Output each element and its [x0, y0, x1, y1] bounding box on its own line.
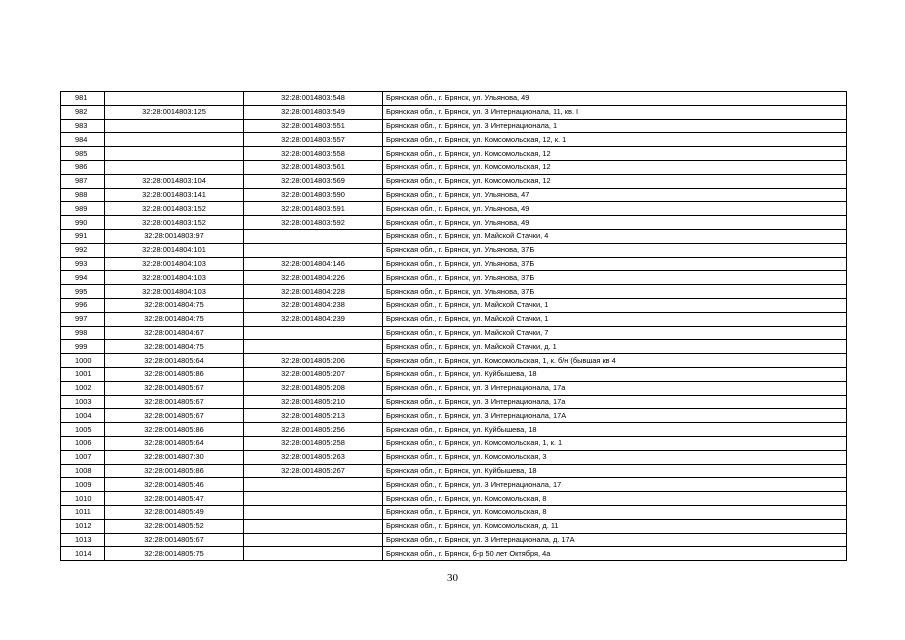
- address-cell: Брянская обл., г. Брянск, ул. Куйбышева, 18: [383, 367, 847, 381]
- cadastral-number-cell: 32:28:0014805:86: [105, 423, 244, 437]
- row-number-cell: 1008: [61, 464, 105, 478]
- table-row: [61, 478, 847, 492]
- cadastral-number-cell: 32:28:0014804:75: [105, 340, 244, 354]
- row-number-cell: 997: [61, 312, 105, 326]
- property-table: [60, 91, 847, 561]
- address-cell: Брянская обл., г. Брянск, ул. 3 Интернационала, 1: [383, 119, 847, 133]
- object-cadastral-number-cell: 32:28:0014804:146: [244, 257, 383, 271]
- cadastral-number-cell: [105, 133, 244, 147]
- table-row: [61, 285, 847, 299]
- object-cadastral-number-cell: 32:28:0014805:258: [244, 436, 383, 450]
- row-number-cell: 981: [61, 92, 105, 106]
- object-cadastral-number-cell: [244, 326, 383, 340]
- object-cadastral-number-cell: 32:28:0014805:267: [244, 464, 383, 478]
- address-cell: Брянская обл., г. Брянск, ул. 3 Интернационала, 17а: [383, 395, 847, 409]
- cadastral-number-cell: 32:28:0014805:52: [105, 519, 244, 533]
- address-cell: Брянская обл., г. Брянск, ул. Ульянова, 37Б: [383, 243, 847, 257]
- object-cadastral-number-cell: 32:28:0014803:549: [244, 105, 383, 119]
- address-cell: Брянская обл., г. Брянск, ул. Ульянова, 49: [383, 202, 847, 216]
- address-cell: Брянская обл., г. Брянск, ул. Куйбышева, 18: [383, 464, 847, 478]
- cadastral-number-cell: 32:28:0014805:86: [105, 464, 244, 478]
- address-cell: Брянская обл., г. Брянск, б-р 50 лет Октября, 4а: [383, 547, 847, 561]
- cadastral-number-cell: 32:28:0014803:152: [105, 202, 244, 216]
- cadastral-number-cell: 32:28:0014805:67: [105, 533, 244, 547]
- row-number-cell: 1000: [61, 354, 105, 368]
- row-number-cell: 983: [61, 119, 105, 133]
- row-number-cell: 1001: [61, 367, 105, 381]
- cadastral-number-cell: 32:28:0014804:75: [105, 312, 244, 326]
- row-number-cell: 998: [61, 326, 105, 340]
- cadastral-number-cell: 32:28:0014804:103: [105, 257, 244, 271]
- cadastral-number-cell: 32:28:0014803:125: [105, 105, 244, 119]
- row-number-cell: 1010: [61, 492, 105, 506]
- table-row: [61, 492, 847, 506]
- object-cadastral-number-cell: [244, 243, 383, 257]
- table-row: [61, 188, 847, 202]
- object-cadastral-number-cell: 32:28:0014803:557: [244, 133, 383, 147]
- row-number-cell: 994: [61, 271, 105, 285]
- object-cadastral-number-cell: 32:28:0014805:213: [244, 409, 383, 423]
- cadastral-number-cell: 32:28:0014807:30: [105, 450, 244, 464]
- address-cell: Брянская обл., г. Брянск, ул. Ульянова, 37Б: [383, 257, 847, 271]
- table-row: [61, 312, 847, 326]
- object-cadastral-number-cell: [244, 492, 383, 506]
- address-cell: Брянская обл., г. Брянск, ул. Майской Стачки, д. 1: [383, 340, 847, 354]
- table-row: [61, 395, 847, 409]
- row-number-cell: 992: [61, 243, 105, 257]
- cadastral-number-cell: 32:28:0014803:141: [105, 188, 244, 202]
- object-cadastral-number-cell: 32:28:0014803:590: [244, 188, 383, 202]
- table-row: [61, 367, 847, 381]
- object-cadastral-number-cell: [244, 229, 383, 243]
- table-row: [61, 340, 847, 354]
- table-row: [61, 409, 847, 423]
- object-cadastral-number-cell: 32:28:0014803:548: [244, 92, 383, 106]
- object-cadastral-number-cell: 32:28:0014805:210: [244, 395, 383, 409]
- cadastral-number-cell: 32:28:0014805:75: [105, 547, 244, 561]
- row-number-cell: 987: [61, 174, 105, 188]
- address-cell: Брянская обл., г. Брянск, ул. Комсомольская, 1, к. б/н (бывшая кв 4: [383, 354, 847, 368]
- address-cell: Брянская обл., г. Брянск, ул. 3 Интернационала, 11, кв. I: [383, 105, 847, 119]
- object-cadastral-number-cell: 32:28:0014803:591: [244, 202, 383, 216]
- row-number-cell: 991: [61, 229, 105, 243]
- row-number-cell: 1013: [61, 533, 105, 547]
- address-cell: Брянская обл., г. Брянск, ул. Комсомольская, 12: [383, 160, 847, 174]
- cadastral-number-cell: 32:28:0014804:103: [105, 271, 244, 285]
- table-row: [61, 436, 847, 450]
- page-number: 30: [447, 572, 458, 584]
- table-row: [61, 202, 847, 216]
- cadastral-number-cell: 32:28:0014804:101: [105, 243, 244, 257]
- cadastral-number-cell: [105, 160, 244, 174]
- cadastral-number-cell: 32:28:0014805:64: [105, 436, 244, 450]
- row-number-cell: 1006: [61, 436, 105, 450]
- address-cell: Брянская обл., г. Брянск, ул. Ульянова, 49: [383, 92, 847, 106]
- cadastral-number-cell: 32:28:0014805:67: [105, 395, 244, 409]
- table-row: [61, 505, 847, 519]
- row-number-cell: 985: [61, 147, 105, 161]
- cadastral-number-cell: 32:28:0014805:49: [105, 505, 244, 519]
- object-cadastral-number-cell: 32:28:0014805:206: [244, 354, 383, 368]
- address-cell: Брянская обл., г. Брянск, ул. Комсомольская, 1, к. 1: [383, 436, 847, 450]
- row-number-cell: 999: [61, 340, 105, 354]
- object-cadastral-number-cell: 32:28:0014805:207: [244, 367, 383, 381]
- cadastral-number-cell: [105, 147, 244, 161]
- object-cadastral-number-cell: 32:28:0014803:592: [244, 216, 383, 230]
- table-row: [61, 257, 847, 271]
- table-row: [61, 216, 847, 230]
- table-row: [61, 160, 847, 174]
- row-number-cell: 1004: [61, 409, 105, 423]
- object-cadastral-number-cell: 32:28:0014804:238: [244, 298, 383, 312]
- table-row: [61, 423, 847, 437]
- table-row: [61, 519, 847, 533]
- row-number-cell: 990: [61, 216, 105, 230]
- object-cadastral-number-cell: 32:28:0014804:228: [244, 285, 383, 299]
- row-number-cell: 1003: [61, 395, 105, 409]
- row-number-cell: 993: [61, 257, 105, 271]
- address-cell: Брянская обл., г. Брянск, ул. Майской Стачки, 1: [383, 312, 847, 326]
- address-cell: Брянская обл., г. Брянск, ул. Майской Стачки, 7: [383, 326, 847, 340]
- address-cell: Брянская обл., г. Брянск, ул. Ульянова, 47: [383, 188, 847, 202]
- address-cell: Брянская обл., г. Брянск, ул. 3 Интернационала, 17А: [383, 409, 847, 423]
- address-cell: Брянская обл., г. Брянск, ул. 3 Интернационала, 17а: [383, 381, 847, 395]
- table-row: [61, 147, 847, 161]
- address-cell: Брянская обл., г. Брянск, ул. Майской Стачки, 1: [383, 298, 847, 312]
- cadastral-number-cell: 32:28:0014803:152: [105, 216, 244, 230]
- cadastral-number-cell: 32:28:0014805:67: [105, 409, 244, 423]
- object-cadastral-number-cell: [244, 533, 383, 547]
- table-row: [61, 271, 847, 285]
- row-number-cell: 989: [61, 202, 105, 216]
- object-cadastral-number-cell: 32:28:0014803:561: [244, 160, 383, 174]
- row-number-cell: 1005: [61, 423, 105, 437]
- address-cell: Брянская обл., г. Брянск, ул. Ульянова, 37Б: [383, 285, 847, 299]
- address-cell: Брянская обл., г. Брянск, ул. Ульянова, 49: [383, 216, 847, 230]
- object-cadastral-number-cell: 32:28:0014805:256: [244, 423, 383, 437]
- address-cell: Брянская обл., г. Брянск, ул. Комсомольская, д. 11: [383, 519, 847, 533]
- row-number-cell: 982: [61, 105, 105, 119]
- table-row: [61, 326, 847, 340]
- table-row: [61, 381, 847, 395]
- table-row: [61, 105, 847, 119]
- cadastral-number-cell: 32:28:0014804:75: [105, 298, 244, 312]
- object-cadastral-number-cell: [244, 547, 383, 561]
- table-row: [61, 174, 847, 188]
- address-cell: Брянская обл., г. Брянск, ул. Комсомольская, 12: [383, 147, 847, 161]
- object-cadastral-number-cell: 32:28:0014804:226: [244, 271, 383, 285]
- row-number-cell: 1002: [61, 381, 105, 395]
- cadastral-number-cell: 32:28:0014804:103: [105, 285, 244, 299]
- object-cadastral-number-cell: [244, 340, 383, 354]
- row-number-cell: 995: [61, 285, 105, 299]
- cadastral-number-cell: 32:28:0014803:104: [105, 174, 244, 188]
- row-number-cell: 986: [61, 160, 105, 174]
- object-cadastral-number-cell: 32:28:0014805:208: [244, 381, 383, 395]
- row-number-cell: 1011: [61, 505, 105, 519]
- object-cadastral-number-cell: [244, 519, 383, 533]
- address-cell: Брянская обл., г. Брянск, ул. Ульянова, 37Б: [383, 271, 847, 285]
- row-number-cell: 984: [61, 133, 105, 147]
- object-cadastral-number-cell: [244, 505, 383, 519]
- address-cell: Брянская обл., г. Брянск, ул. Комсомольская, 8: [383, 492, 847, 506]
- table-row: [61, 133, 847, 147]
- address-cell: Брянская обл., г. Брянск, ул. Комсомольская, 12, к. 1: [383, 133, 847, 147]
- table-row: [61, 533, 847, 547]
- address-cell: Брянская обл., г. Брянск, ул. 3 Интернационала, 17: [383, 478, 847, 492]
- row-number-cell: 988: [61, 188, 105, 202]
- row-number-cell: 1012: [61, 519, 105, 533]
- cadastral-number-cell: 32:28:0014805:46: [105, 478, 244, 492]
- address-cell: Брянская обл., г. Брянск, ул. Куйбышева, 18: [383, 423, 847, 437]
- object-cadastral-number-cell: [244, 478, 383, 492]
- cadastral-number-cell: 32:28:0014805:86: [105, 367, 244, 381]
- object-cadastral-number-cell: 32:28:0014803:569: [244, 174, 383, 188]
- table-row: [61, 547, 847, 561]
- table-row: [61, 464, 847, 478]
- row-number-cell: 1009: [61, 478, 105, 492]
- table-row: [61, 119, 847, 133]
- address-cell: Брянская обл., г. Брянск, ул. Комсомольская, 3: [383, 450, 847, 464]
- property-table-body: [61, 92, 847, 561]
- address-cell: Брянская обл., г. Брянск, ул. 3 Интернационала, д. 17А: [383, 533, 847, 547]
- table-row: [61, 229, 847, 243]
- row-number-cell: 1014: [61, 547, 105, 561]
- object-cadastral-number-cell: 32:28:0014805:263: [244, 450, 383, 464]
- table-row: [61, 354, 847, 368]
- row-number-cell: 1007: [61, 450, 105, 464]
- table-row: [61, 450, 847, 464]
- address-cell: Брянская обл., г. Брянск, ул. Комсомольская, 8: [383, 505, 847, 519]
- cadastral-number-cell: 32:28:0014805:47: [105, 492, 244, 506]
- cadastral-number-cell: 32:28:0014805:67: [105, 381, 244, 395]
- table-row: [61, 92, 847, 106]
- object-cadastral-number-cell: 32:28:0014803:558: [244, 147, 383, 161]
- cadastral-number-cell: 32:28:0014803:97: [105, 229, 244, 243]
- cadastral-number-cell: [105, 92, 244, 106]
- cadastral-number-cell: 32:28:0014804:67: [105, 326, 244, 340]
- table-row: [61, 243, 847, 257]
- cadastral-number-cell: [105, 119, 244, 133]
- table-row: [61, 298, 847, 312]
- object-cadastral-number-cell: 32:28:0014803:551: [244, 119, 383, 133]
- object-cadastral-number-cell: 32:28:0014804:239: [244, 312, 383, 326]
- cadastral-number-cell: 32:28:0014805:64: [105, 354, 244, 368]
- address-cell: Брянская обл., г. Брянск, ул. Майской Стачки, 4: [383, 229, 847, 243]
- row-number-cell: 996: [61, 298, 105, 312]
- address-cell: Брянская обл., г. Брянск, ул. Комсомольская, 12: [383, 174, 847, 188]
